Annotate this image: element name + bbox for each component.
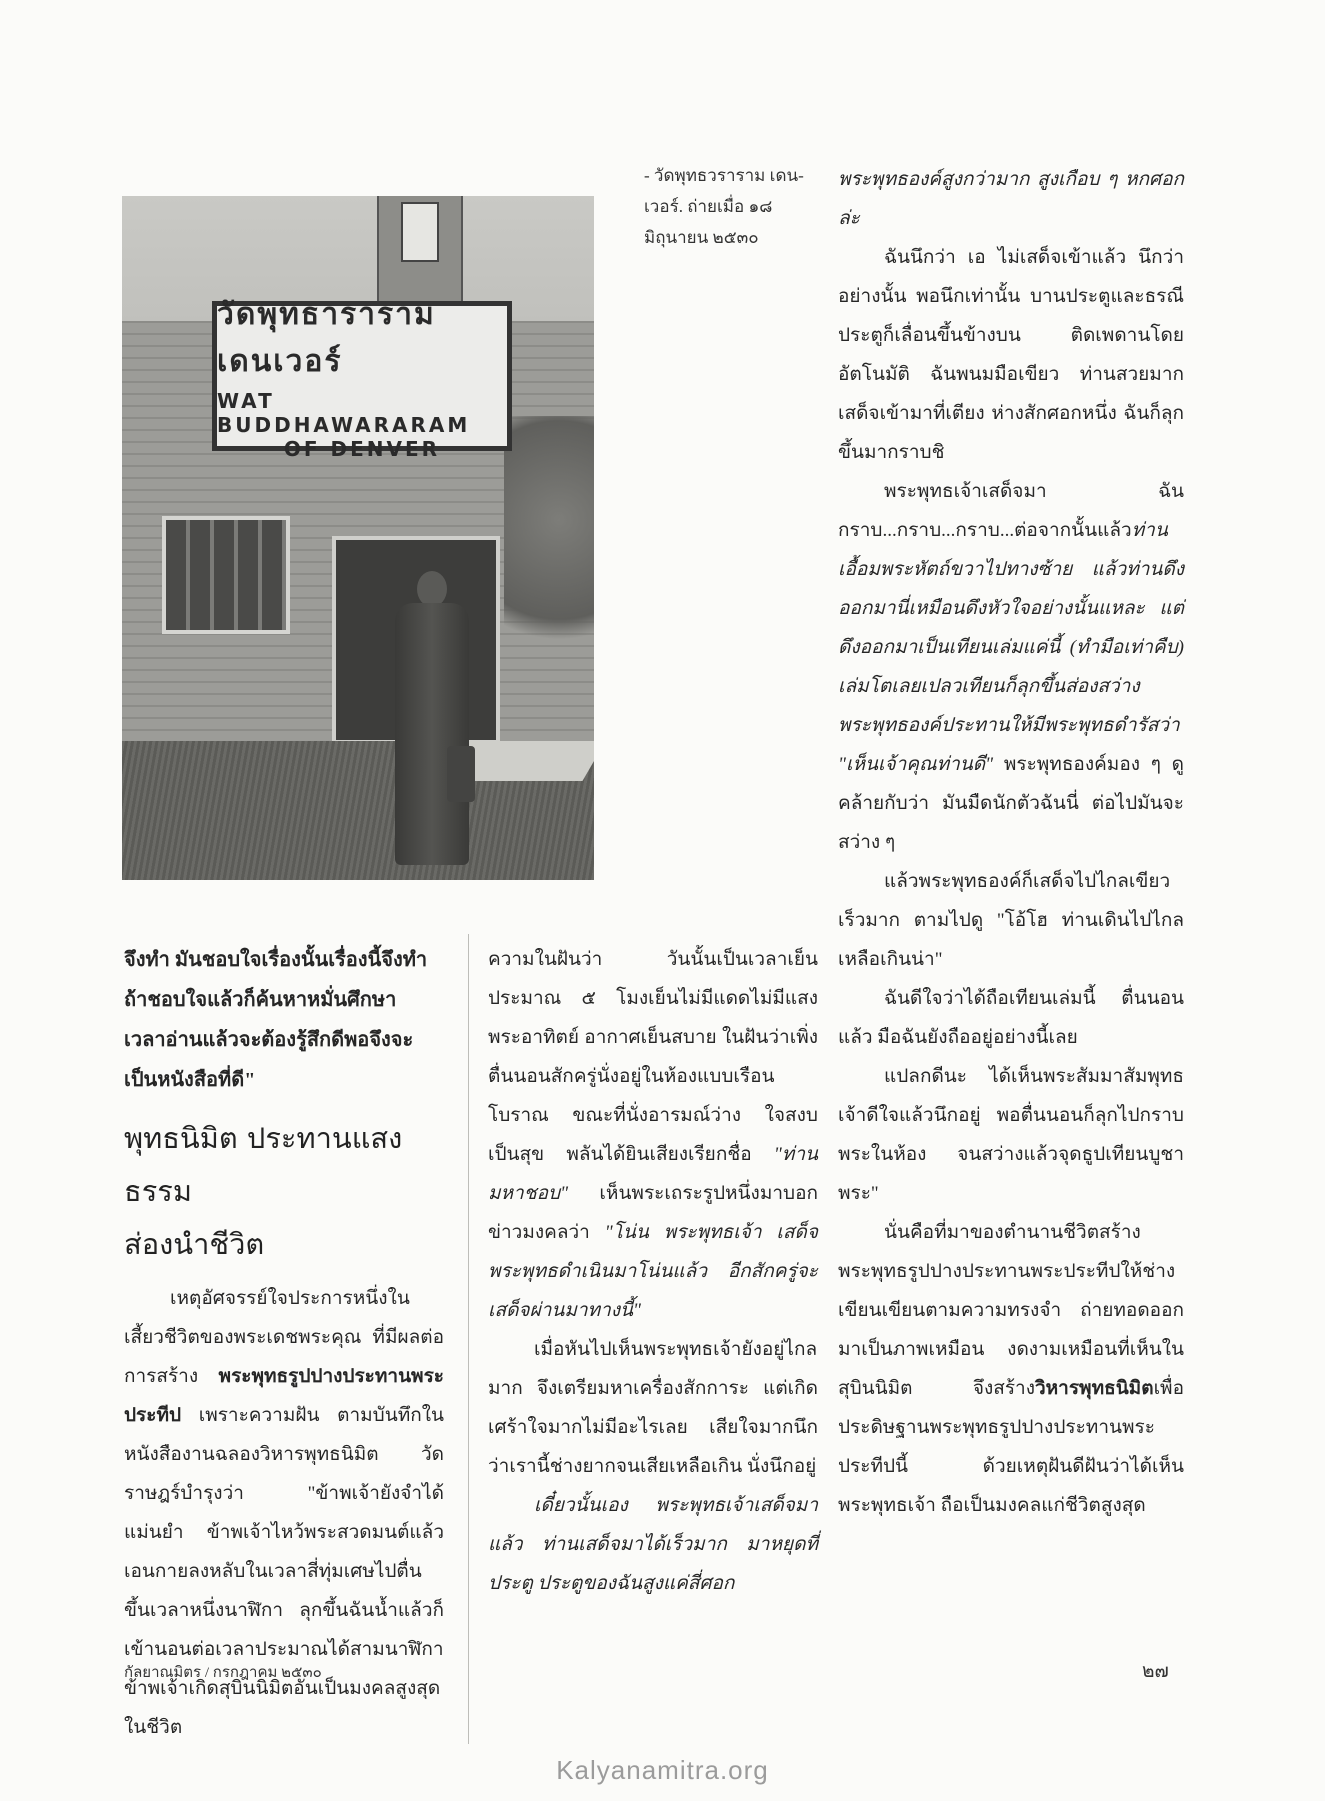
column-left xyxy=(124,940,444,1747)
page-number: ๒๗ xyxy=(1142,1661,1169,1682)
paragraph: ฉันดีใจว่าได้ถือเทียนเล่มนี้ ตื่นนอนแล้ว มือฉันยังถืออยู่อย่างนี้เลย xyxy=(838,988,1184,1048)
lead-line: เวลาอ่านแล้วจะต้องรู้สึกดีพอจึงจะ xyxy=(124,1029,414,1051)
text: นั่นคือที่มาของตำนานชีวิตสร้างพระพุทธรูปปางประทานพระประทีปให้ช่างเขียนเขียนตามความทรงจำ ถ่ายทอดออกมาเป็นภาพเหมือน งดงามเหมือนที่เห็นในสุบินนิมิต จึงสร้าง xyxy=(838,1222,1184,1399)
italic-text: ท่านเอื้อมพระหัตถ์ขวาไปทางซ้าย แล้วท่านดึงออกมานี่เหมือนดึงหัวใจอย่างนั้นแหละ แต่ดึงออกมาเป็นเทียนเล่มแค่นี้ (ทำมือเท่าคืบ) เล่มโตเลยเปลวเทียนก็ลุกขึ้นส่องสว่าง พระพุทธองค์ประทานให้มีพระพุทธดำรัสว่า "เห็นเจ้าคุณท่านดี" xyxy=(838,520,1184,775)
bold-text: พระพุทธรูปปางประทานพระประทีป xyxy=(124,1366,444,1426)
watermark: Kalyanamitra.org xyxy=(556,1755,769,1785)
column-divider xyxy=(468,934,469,1744)
paragraph: พระพุทธองค์สูงกว่ามาก สูงเกือบ ๆ หกศอกล่ะ xyxy=(838,169,1184,229)
glass-block-window xyxy=(162,516,290,634)
caption-line: - วัดพุทธวราราม เดน- xyxy=(644,166,804,185)
caption-line: มิถุนายน ๒๕๓๐ xyxy=(644,228,759,247)
paragraph xyxy=(838,1213,1184,1525)
paragraph: ฉันนึกว่า เอ ไม่เสด็จเข้าแล้ว นึกว่าอย่างนั้น พอนึกเท่านั้น บานประตูและธรณีประตูก็เลื่อนขึ้นข้างบน ติดเพดานโดยอัตโนมัติ ฉันพนมมือเขียว ท่านสวยมาก เสด็จเข้ามาที่เตียง ห่างสักศอกหนึ่ง ฉันก็ลุกขึ้นมากราบชิ xyxy=(838,247,1184,463)
heading-line: ส่องนำชีวิต xyxy=(124,1227,265,1261)
italic-text: "โน่น พระพุทธเจ้า เสด็จพระพุทธดำเนินมาโน่นแล้ว อีกสักครู่จะเสด็จผ่านมาทางนี้" xyxy=(488,1222,818,1321)
temple-sign xyxy=(212,297,512,461)
caption-line: เวอร์. ถ่ายเมื่อ ๑๘ xyxy=(644,197,773,216)
italic-text: "ท่านมหาชอบ" xyxy=(488,1144,818,1204)
text: ความในฝันว่า วันนั้นเป็นเวลาเย็นประมาณ ๕ โมงเย็นไม่มีแดดไม่มีแสงพระอาทิตย์ อากาศเย็นสบาย ในฝันว่าเพิ่งตื่นนอนสักครู่นั่งอยู่ในห้องแบบเรือนโบราณ ขณะที่นั่งอารมณ์ว่าง ใจสงบเป็นสุข พลันได้ยินเสียงเรียกชื่อ xyxy=(488,949,818,1165)
text: พระพุทธเจ้าเสด็จมา ฉันกราบ...กราบ...กราบ...ต่อจากนั้นแล้ว xyxy=(838,481,1184,541)
text: พระพุทธองค์มอง ๆ ดูคล้ายกับว่า มันมืดนักตัวฉันนี่ ต่อไปมันจะสว่าง ๆ xyxy=(838,754,1184,853)
bold-text: วิหารพุทธนิมิต xyxy=(1034,1378,1154,1399)
paragraph xyxy=(488,940,818,1330)
paragraph: เมื่อหันไปเห็นพระพุทธเจ้ายังอยู่ไกลมาก จึงเตรียมหาเครื่องสักการะ แต่เกิดเศร้าใจมากไม่มีอะไรเลย เสียใจมากนึกว่าเรานี้ช่างยากจนเสียเหลือเกิน นั่งนึกอยู่ xyxy=(488,1339,818,1477)
lead-line: ถ้าชอบใจแล้วก็ค้นหาหมั่นศึกษา xyxy=(124,989,397,1011)
text: เห็นพระเถระรูปหนึ่งมาบอกข่าวมงคลว่า xyxy=(488,1183,818,1243)
column-right xyxy=(838,160,1184,1525)
text: เหตุอัศจรรย์ใจประการหนึ่งในเสี้ยวชีวิตของพระเดชพระคุณ ที่มีผลต่อการสร้าง xyxy=(124,1288,444,1387)
paragraph: แปลกดีนะ ได้เห็นพระสัมมาสัมพุทธเจ้าดีใจแล้วนึกอยู่ พอตื่นนอนก็ลุกไปกราบพระในห้อง จนสว่างแล้วจุดธูปเทียนบูชาพระ" xyxy=(838,1066,1184,1204)
text: เพราะความฝัน ตามบันทึกในหนังสืองานฉลองวิหารพุทธนิมิต วัดราษฎร์บำรุงว่า "ข้าพเจ้ายังจำได้แม่นยำ ข้าพเจ้าไหว้พระสวดมนต์แล้วเอนกายลงหลับในเวลาสี่ทุ่มเศษไปตื่นขึ้นเวลาหนึ่งนาฬิกา ลุกขึ้นฉันน้ำแล้วก็เข้านอนต่อเวลาประมาณได้สามนาฬิกา ข้าพเจ้าเกิดสุบินนิมิตอันเป็นมงคลสูงสุดในชีวิต xyxy=(124,1405,444,1738)
monk-bag xyxy=(447,746,475,802)
column-middle xyxy=(488,940,818,1603)
paragraph: แล้วพระพุทธองค์ก็เสด็จไปไกลเขียว เร็วมาก ตามไปดู "โอ้โฮ ท่านเดินไปไกลเหลือเกินน่า" xyxy=(838,871,1184,970)
photo-caption xyxy=(644,160,824,253)
text: เพื่อประดิษฐานพระพุทธรูปปางประทานพระประทีปนี้ ด้วยเหตุฝันดีฝันว่าได้เห็นพระพุทธเจ้า ถือเป็นมงคลแก่ชีวิตสูงสุด xyxy=(838,1378,1184,1516)
lead-line: จึงทำ มันชอบใจเรื่องนั้นเรื่องนี้จึงทำ xyxy=(124,949,428,971)
temple-photo xyxy=(122,196,594,880)
lead-line: เป็นหนังสือที่ดี" xyxy=(124,1069,256,1091)
sign-english-line2: OF DENVER xyxy=(283,437,441,461)
lead-quote xyxy=(124,940,444,1100)
sign-english-line1: WAT BUDDHAWARARAM xyxy=(217,389,471,437)
tree xyxy=(504,416,594,676)
section-heading xyxy=(124,1112,444,1271)
paragraph: เดี๋ยวนั้นเอง พระพุทธเจ้าเสด็จมาแล้ว ท่านเสด็จมาได้เร็วมาก มาหยุดที่ประตู ประตูของฉันสูงแค่สี่ศอก xyxy=(488,1495,818,1594)
paragraph xyxy=(838,472,1184,862)
footer-publication: กัลยาณมิตร / กรกฎาคม ๒๕๓๐ xyxy=(124,1665,322,1681)
sign-thai-text: วัดพุทธาราราม เดนเวอร์ xyxy=(217,297,436,379)
heading-line: พุทธนิมิต ประทานแสงธรรม xyxy=(124,1121,403,1208)
monk-figure xyxy=(387,571,477,876)
